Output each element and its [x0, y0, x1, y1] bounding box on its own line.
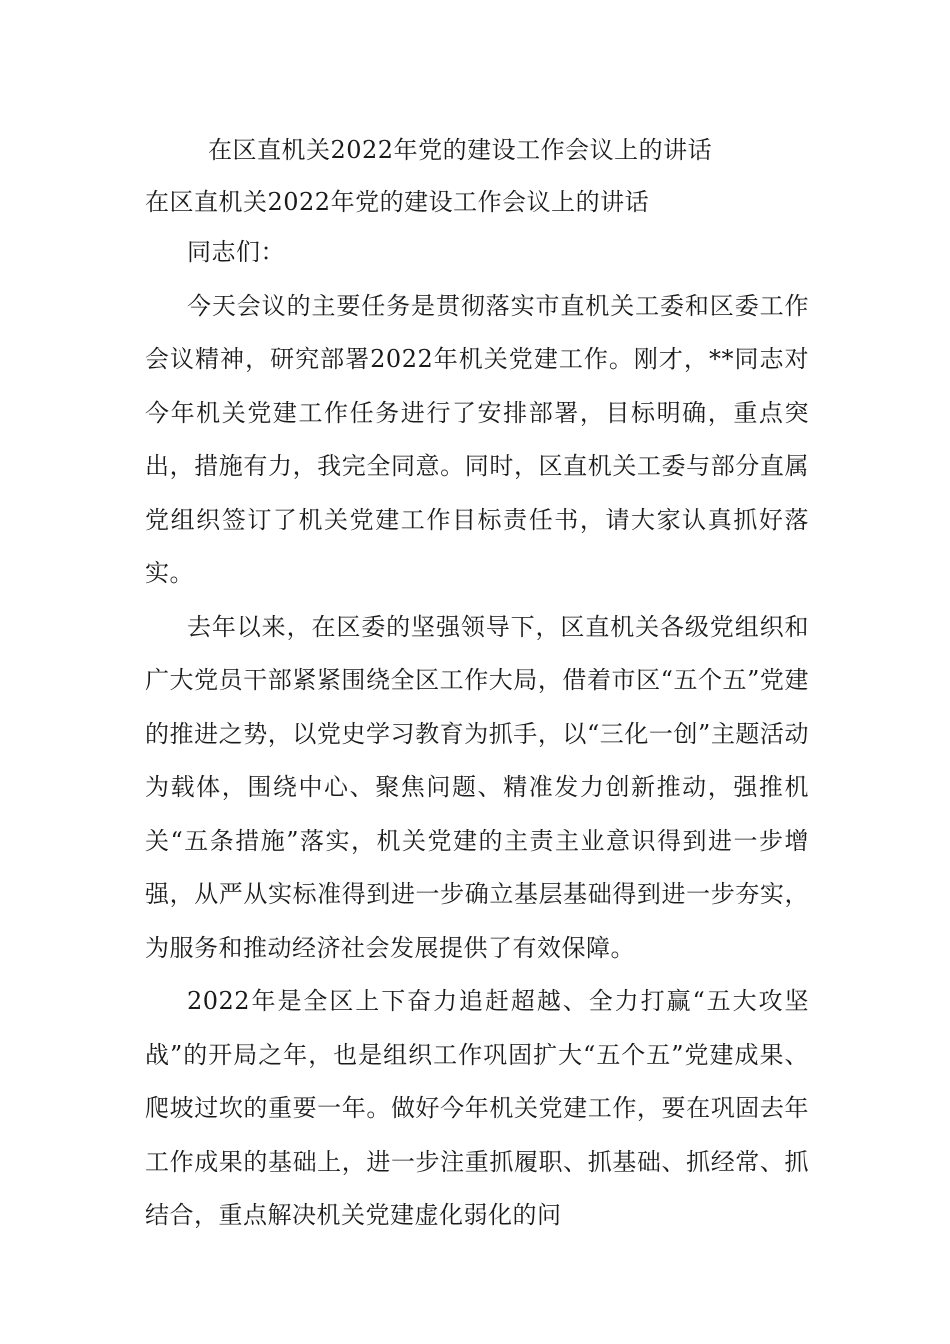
paragraph-2: 去年以来，在区委的坚强领导下，区直机关各级党组织和广大党员干部紧紧围绕全区工作大局，借着市区“五个五”党建的推进之势，以党史学习教育为抓手，以“三化一创”主题活动为载体，围绕中心、聚焦问题、精准发力创新推动，强推机关“五条措施”落实，机关党建的主责主业意识得到进一步增强，从严从实标准得到进一步确立基层基础得到进一步夯实，为服务和推动经济社会发展提供了有效保障。	[145, 612, 809, 962]
paragraph-3: 2022年是全区上下奋力追赶超越、全力打赢“五大攻坚战”的开局之年，也是组织工作巩固扩大“五个五”党建成果、爬坡过坎的重要一年。做好今年机关党建工作，要在巩固去年工作成果的基础上，进一步注重抓履职、抓基础、抓经常、抓结合，重点解决机关党建虚化弱化的问	[145, 987, 809, 1229]
paragraph-1: 今天会议的主要任务是贯彻落实市直机关工委和区委工作会议精神，研究部署2022年机关党建工作。刚才，**同志对今年机关党建工作任务进行了安排部署，目标明确，重点突出，措施有力，我完全同意。同时，区直机关工委与部分直属党组织签订了机关党建工作目标责任书，请大家认真抓好落实。	[145, 291, 809, 587]
document-subtitle: 在区直机关2022年党的建设工作会议上的讲话	[145, 188, 650, 216]
document-title: 在区直机关2022年党的建设工作会议上的讲话	[208, 136, 713, 164]
greeting: 同志们：	[187, 238, 285, 266]
document-body	[145, 226, 809, 1243]
